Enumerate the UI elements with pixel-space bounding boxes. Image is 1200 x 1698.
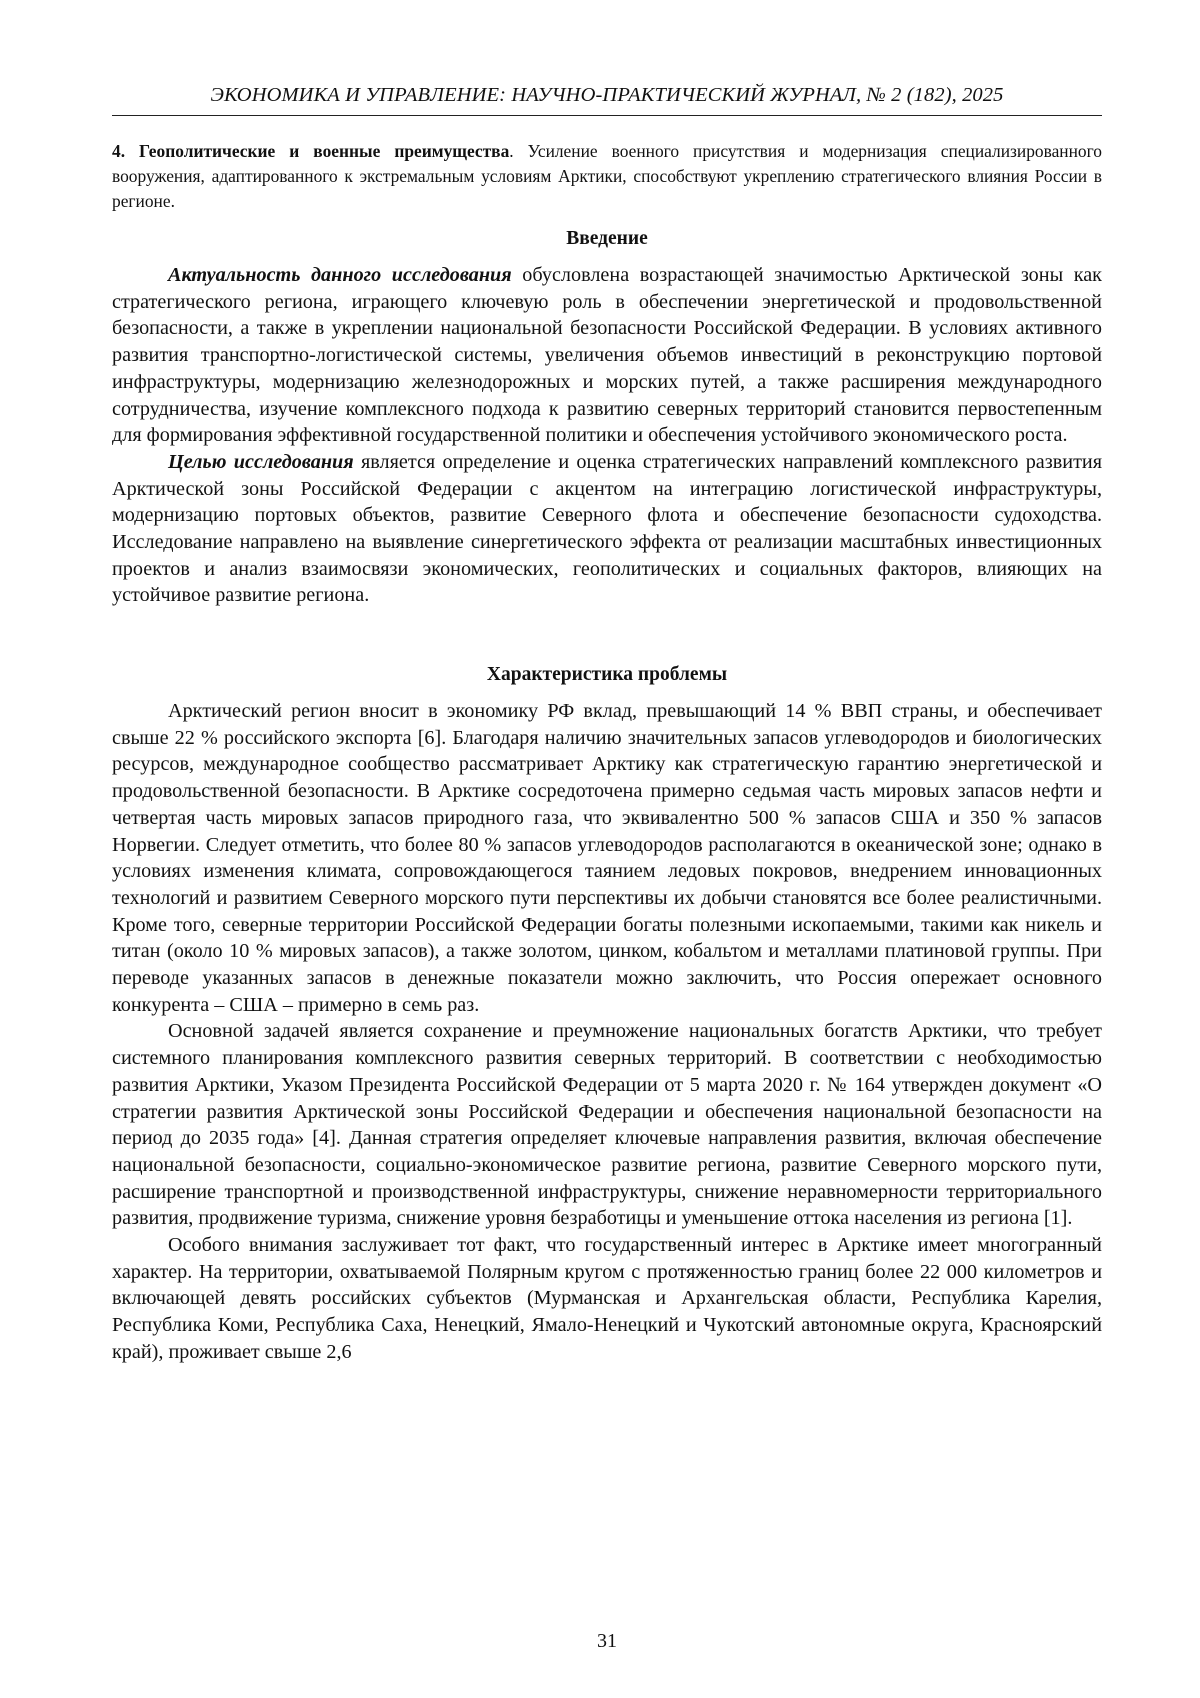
problem-paragraph-3: Особого внимания заслуживает тот факт, что государственный интерес в Арктике имеет многогранный характер. На территории, охватываемой Полярным кругом с протяженностью границ более 22 000 километров и включающей девять российских субъектов (Мурманская и Архангельская области, Республика Карелия, Республика Коми, Республика Саха, Ненецкий, Ямало-Ненецкий и Чукотский автономные округа, Красноярский край), проживает свыше 2,6	[112, 1232, 1102, 1366]
relevance-paragraph	[112, 262, 1102, 449]
relevance-text: обусловлена возрастающей значимостью Арктической зоны как стратегического региона, играющего ключевую роль в обеспечении энергетической и продовольственной безопасности, а также в укреплении национальной безопасности Российской Федерации. В условиях активного развития транспортно-логистической системы, увеличения объемов инвестиций в реконструкцию портовой инфраструктуры, модернизацию железнодорожных и морских путей, а также расширения международного сотрудничества, изучение комплексного подхода к развитию северных территорий становится первостепенным для формирования эффективной государственной политики и обеспечения устойчивого экономического роста.	[112, 264, 1102, 446]
heading-introduction: Введение	[112, 228, 1102, 250]
running-header: ЭКОНОМИКА И УПРАВЛЕНИЕ: НАУЧНО-ПРАКТИЧЕСКИЙ ЖУРНАЛ, № 2 (182), 2025	[112, 84, 1102, 107]
point-4-paragraph	[112, 139, 1102, 214]
purpose-lead: Целью исследования	[168, 451, 354, 473]
point-4-lead: 4. Геополитические и военные преимущества	[112, 141, 509, 161]
point-4-text: . Усиление военного присутствия и модернизация специализированного вооружения, адаптированного к экстремальным условиям Арктики, способствуют укреплению стратегического влияния России в регионе.	[112, 141, 1102, 211]
header-rule	[112, 115, 1102, 116]
problem-paragraph-1: Арктический регион вносит в экономику РФ вклад, превышающий 14 % ВВП страны, и обеспечивает свыше 22 % российского экспорта [6]. Благодаря наличию значительных запасов углеводородов и биологических ресурсов, международное сообщество рассматривает Арктику как стратегическую гарантию энергетической и продовольственной безопасности. В Арктике сосредоточена примерно седьмая часть мировых запасов нефти и четвертая часть мировых запасов природного газа, что эквивалентно 500 % запасов США и 350 % запасов Норвегии. Следует отметить, что более 80 % запасов углеводородов располагаются в океанической зоне; однако в условиях изменения климата, сопровождающегося таянием ледовых покровов, внедрением инновационных технологий и развитием Северного морского пути перспективы их добычи становятся все более реалистичными. Кроме того, северные территории Российской Федерации богаты полезными ископаемыми, такими как никель и титан (около 10 % мировых запасов), а также золотом, цинком, кобальтом и металлами платиновой группы. При переводе указанных запасов в денежные показатели можно заключить, что Россия опережает основного конкурента – США – примерно в семь раз.	[112, 698, 1102, 1018]
purpose-paragraph	[112, 449, 1102, 609]
page-number: 31	[112, 1630, 1102, 1653]
relevance-lead: Актуальность данного исследования	[168, 264, 512, 286]
problem-paragraph-2: Основной задачей является сохранение и преумножение национальных богатств Арктики, что требует системного планирования комплексного развития северных территорий. В соответствии с необходимостью развития Арктики, Указом Президента Российской Федерации от 5 марта 2020 г. № 164 утвержден документ «О стратегии развития Арктической зоны Российской Федерации и обеспечения национальной безопасности на период до 2035 года» [4]. Данная стратегия определяет ключевые направления развития, включая обеспечение национальной безопасности, социально-экономическое развитие региона, развитие Северного морского пути, расширение транспортной и производственной инфраструктуры, снижение неравномерности территориального развития, продвижение туризма, снижение уровня безработицы и уменьшение оттока населения из региона [1].	[112, 1018, 1102, 1232]
introduction-section	[112, 262, 1102, 609]
heading-problem: Характеристика проблемы	[112, 664, 1102, 686]
journal-page	[0, 0, 1200, 1698]
purpose-text: является определение и оценка стратегических направлений комплексного развития Арктической зоны Российской Федерации с акцентом на интеграцию логистической инфраструктуры, модернизацию портовых объектов, развитие Северного флота и обеспечение безопасности судоходства. Исследование направлено на выявление синергетического эффекта от реализации масштабных инвестиционных проектов и анализ взаимосвязи экономических, геополитических и социальных факторов, влияющих на устойчивое развитие региона.	[112, 451, 1102, 607]
problem-section	[112, 698, 1102, 1366]
